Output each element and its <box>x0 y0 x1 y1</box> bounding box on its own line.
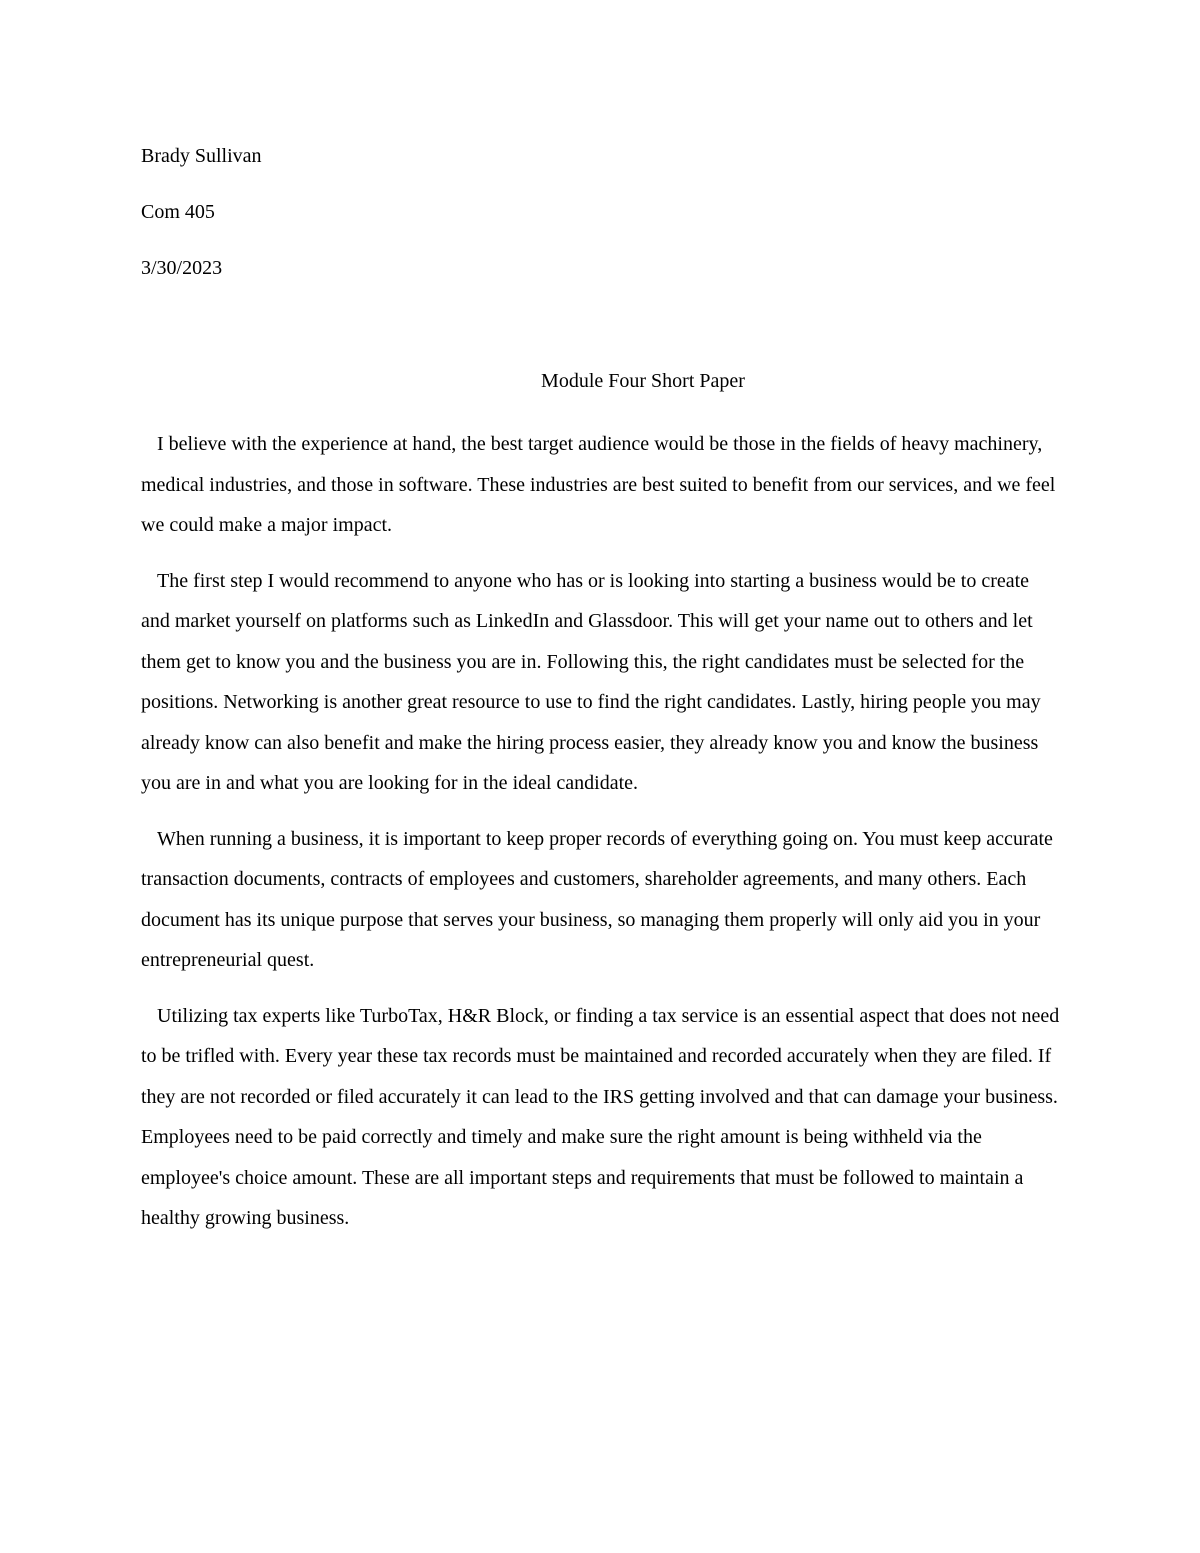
paragraph-target-audience: I believe with the experience at hand, the best target audience would be those in the fields of heavy machinery, medical industries, and those in software. These industries are best suited to benefit from our services, and we feel we could make a major impact. <box>141 433 1056 536</box>
paragraph-record-keeping: When running a business, it is important to keep proper records of everything going on. You must keep accurate transaction documents, contracts of employees and customers, shareholder agreements, and many others. Each document has its unique purpose that serves your business, so managing them properly will only aid you in your entrepreneurial quest. <box>141 827 1053 971</box>
author-name: Brady Sullivan <box>141 145 262 167</box>
course-name: Com 405 <box>141 201 215 223</box>
paper-body <box>141 424 1061 1254</box>
paper-title: Module Four Short Paper <box>541 370 745 392</box>
paper-date: 3/30/2023 <box>141 257 223 279</box>
paragraph-tax-services: Utilizing tax experts like TurboTax, H&R Block, or finding a tax service is an essential aspect that does not need to be trifled with. Every year these tax records must be maintained and recorded accurately when they are filed. If they are not recorded or filed accurately it can lead to the IRS getting involved and that can damage your business. Employees need to be paid correctly and timely and make sure the right amount is being withheld via the employee's choice amount. These are all important steps and requirements that must be followed to maintain a healthy growing business. <box>141 1004 1060 1229</box>
paragraph-hiring-steps: The first step I would recommend to anyone who has or is looking into starting a business would be to create and market yourself on platforms such as LinkedIn and Glassdoor. This will get your name out to others and let them get to know you and the business you are in. Following this, the right candidates must be selected for the positions. Networking is another great resource to use to find the right candidates. Lastly, hiring people you may already know can also benefit and make the hiring process easier, they already know you and know the business you are in and what you are looking for in the ideal candidate. <box>141 569 1041 794</box>
